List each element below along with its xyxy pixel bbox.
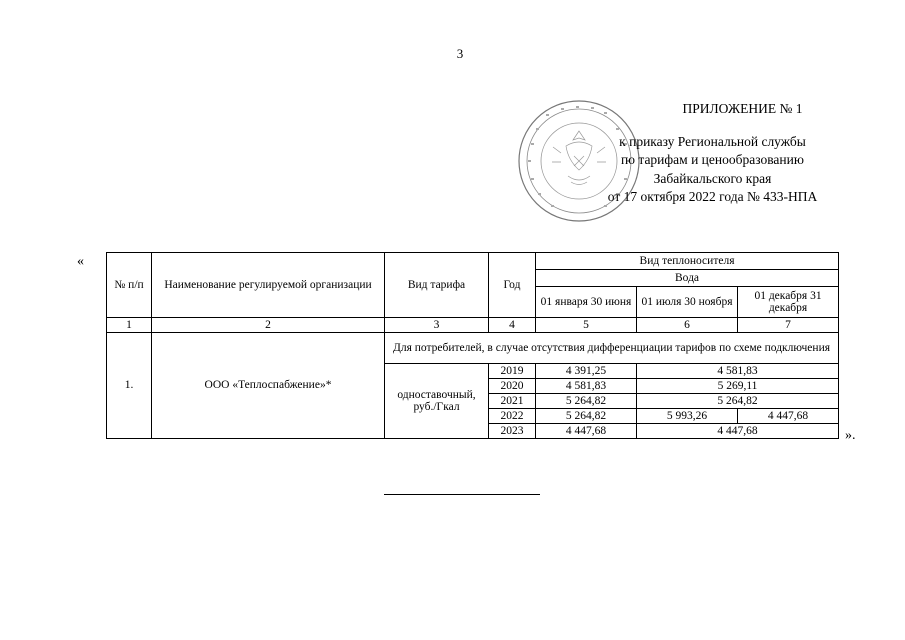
header-tariff-type: Вид тарифа: [385, 253, 489, 318]
tariff-value: 5 264,82: [536, 394, 637, 409]
appendix-block: [580, 100, 845, 207]
appendix-line: Забайкальского края: [653, 170, 772, 186]
tariff-value: 4 447,68: [738, 409, 839, 424]
tariff-value: 4 447,68: [536, 424, 637, 439]
tariff-value: 5 269,11: [637, 379, 839, 394]
consumers-note: Для потребителей, в случае отсутствия дифференциации тарифов по схеме подключения: [385, 333, 839, 364]
tariff-value: 4 581,83: [536, 379, 637, 394]
tariff-value: 5 993,26: [637, 409, 738, 424]
appendix-line: от 17 октября 2022 года № 433-НПА: [607, 189, 818, 204]
appendix-title: ПРИЛОЖЕНИЕ № 1: [682, 101, 803, 116]
year-cell: 2020: [489, 379, 536, 394]
org-name: ООО «Теплоспабжение»*: [152, 333, 385, 439]
tariff-type: одноставочный, руб./Гкал: [385, 364, 489, 439]
header-org: Наименование регулируемой организации: [152, 253, 385, 318]
header-period: 01 декабря 31 декабря: [738, 287, 839, 318]
column-number: 3: [385, 318, 489, 333]
tariff-value: 4 391,25: [536, 364, 637, 379]
column-number: 4: [489, 318, 536, 333]
header-num: № п/п: [107, 253, 152, 318]
header-carrier: Вид теплоносителя: [536, 253, 839, 270]
column-number: 6: [637, 318, 738, 333]
column-number: 2: [152, 318, 385, 333]
appendix-line: к приказу Региональной службы: [619, 133, 806, 149]
year-cell: 2022: [489, 409, 536, 424]
tariff-value: 4 581,83: [637, 364, 839, 379]
year-cell: 2019: [489, 364, 536, 379]
year-cell: 2021: [489, 394, 536, 409]
opening-quote: «: [77, 254, 84, 269]
year-cell: 2023: [489, 424, 536, 439]
tariff-value: 5 264,82: [536, 409, 637, 424]
header-period: 01 июля 30 ноября: [637, 287, 738, 318]
column-number: 7: [738, 318, 839, 333]
header-year: Год: [489, 253, 536, 318]
header-period: 01 января 30 июня: [536, 287, 637, 318]
footer-divider: [384, 494, 540, 495]
tariff-value: 4 447,68: [637, 424, 839, 439]
tariff-table: [106, 252, 839, 439]
header-water: Вода: [536, 270, 839, 287]
column-number: 1: [107, 318, 152, 333]
appendix-line: по тарифам и ценообразованию: [621, 152, 804, 167]
closing-quote: ».: [845, 428, 856, 443]
page-number: 3: [456, 46, 464, 61]
row-num: 1.: [107, 333, 152, 439]
column-number: 5: [536, 318, 637, 333]
tariff-value: 5 264,82: [637, 394, 839, 409]
